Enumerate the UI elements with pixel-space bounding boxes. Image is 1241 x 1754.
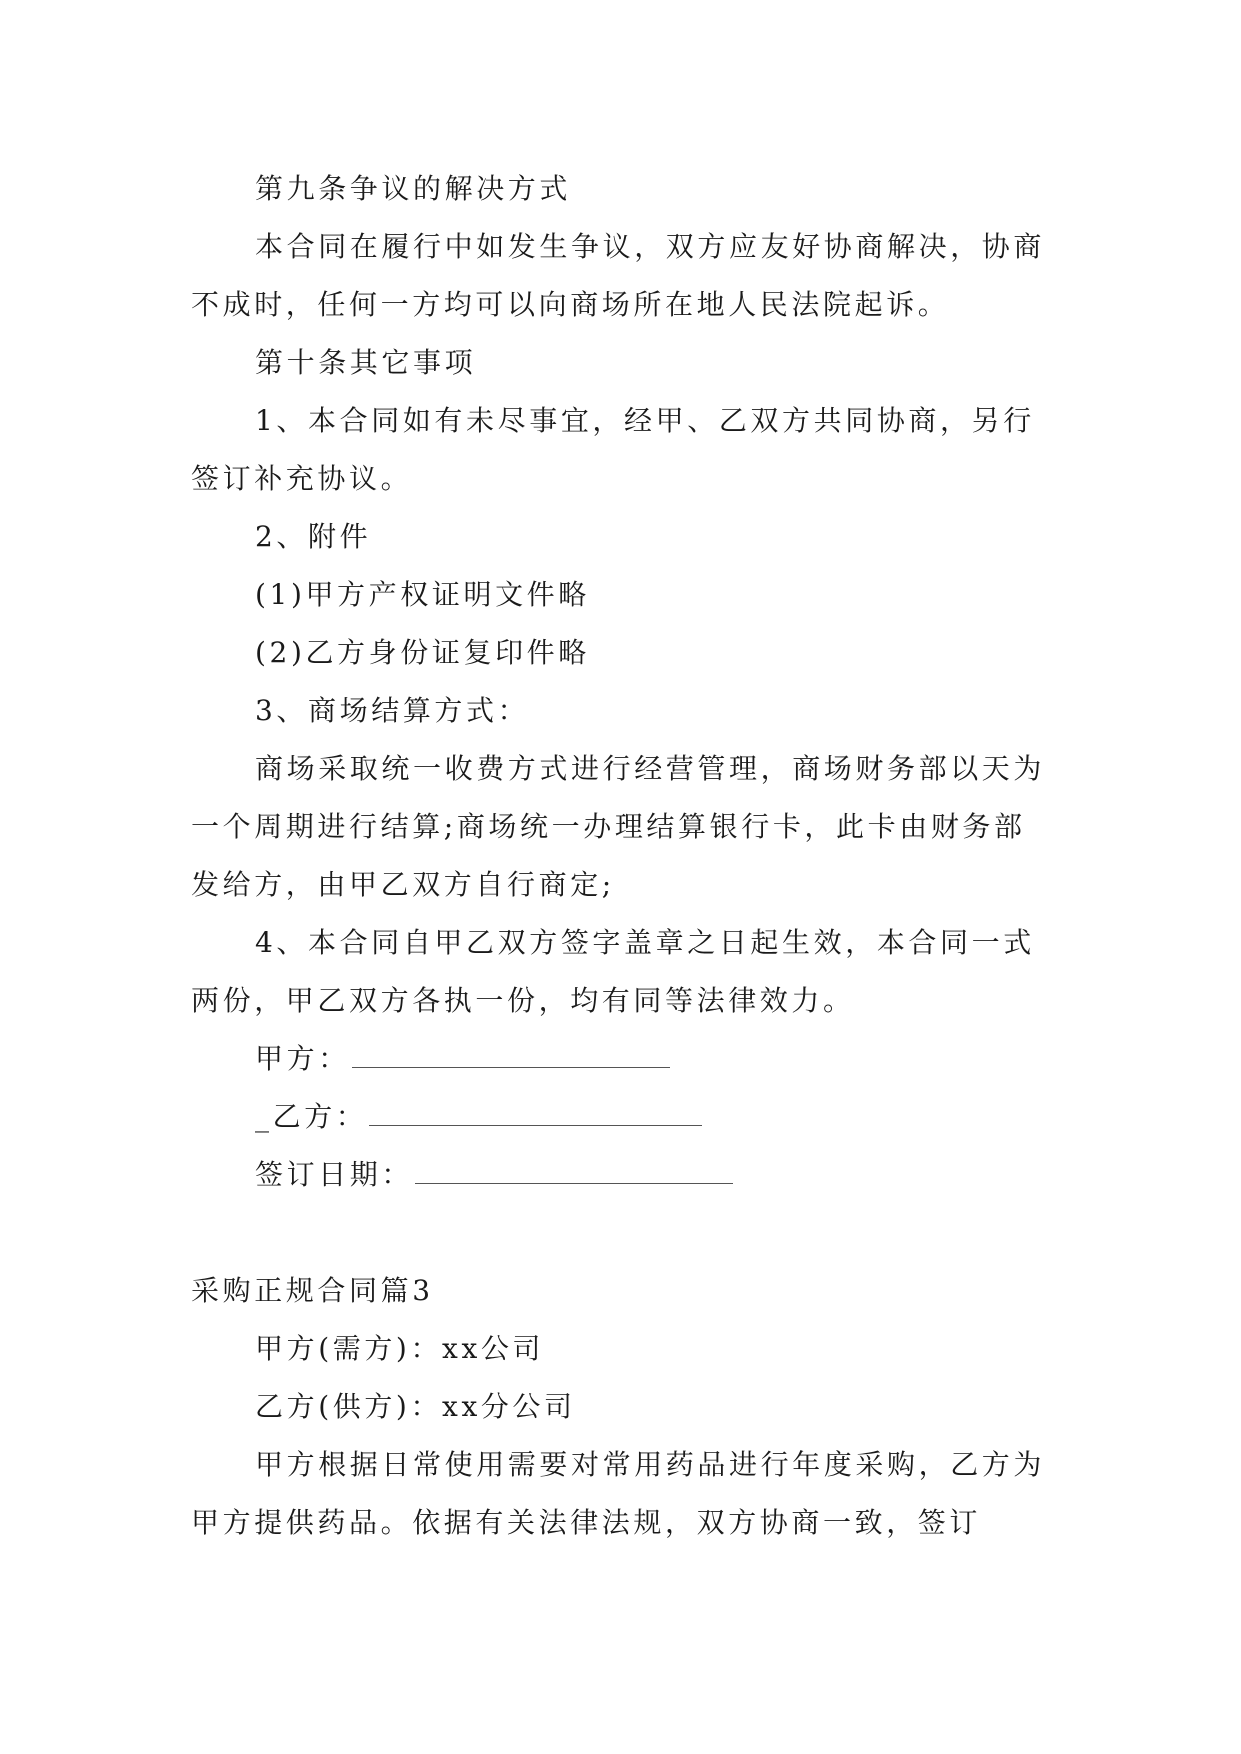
contract3-party-a: 甲方(需方)：xx公司 — [255, 1332, 545, 1365]
document-body — [191, 160, 1053, 1552]
attachment1: (1)甲方产权证明文件略 — [255, 578, 590, 611]
item1-paragraph: 1、本合同如有未尽事宜，经甲、乙双方共同协商，另行签订补充协议。 — [191, 404, 1035, 495]
sign-date — [191, 1146, 1053, 1204]
item3-body: 商场采取统一收费方式进行经营管理，商场财务部以天为一个周期进行结算;商场统一办理结算银行卡，此卡由财务部发给方，由甲乙双方自行商定; — [191, 752, 1046, 901]
contract3-heading: 采购正规合同篇3 — [191, 1274, 434, 1307]
party-b-signature — [191, 1088, 1053, 1146]
section-gap — [191, 1204, 1053, 1262]
contract3-intro: 甲方根据日常使用需要对常用药品进行年度采购，乙方为甲方提供药品。依据有关法律法规，双方协商一致，签订 — [191, 1448, 1046, 1539]
attachment2: (2)乙方身份证复印件略 — [255, 636, 590, 669]
party-a-signature-line — [352, 1035, 670, 1068]
party-a-label: 甲方： — [255, 1042, 350, 1075]
item2-title: 2、附件 — [255, 520, 372, 553]
article10-title: 第十条其它事项 — [255, 346, 477, 379]
sign-date-label: 签订日期： — [255, 1158, 414, 1191]
article9-body: 本合同在履行中如发生争议，双方应友好协商解决，协商不成时，任何一方均可以向商场所在地人民法院起诉。 — [191, 230, 1046, 321]
item3-title: 3、商场结算方式： — [255, 694, 530, 727]
contract3-party-b: 乙方(供方)：xx分公司 — [255, 1390, 576, 1423]
item4-paragraph: 4、本合同自甲乙双方签字盖章之日起生效，本合同一式两份，甲乙双方各执一份，均有同等法律效力。 — [191, 926, 1035, 1017]
sign-date-line — [415, 1151, 733, 1184]
article9-title: 第九条争议的解决方式 — [255, 172, 572, 205]
party-a-signature — [191, 1030, 1053, 1088]
party-b-signature-line — [369, 1093, 702, 1126]
party-b-label: _乙方： — [255, 1100, 368, 1133]
